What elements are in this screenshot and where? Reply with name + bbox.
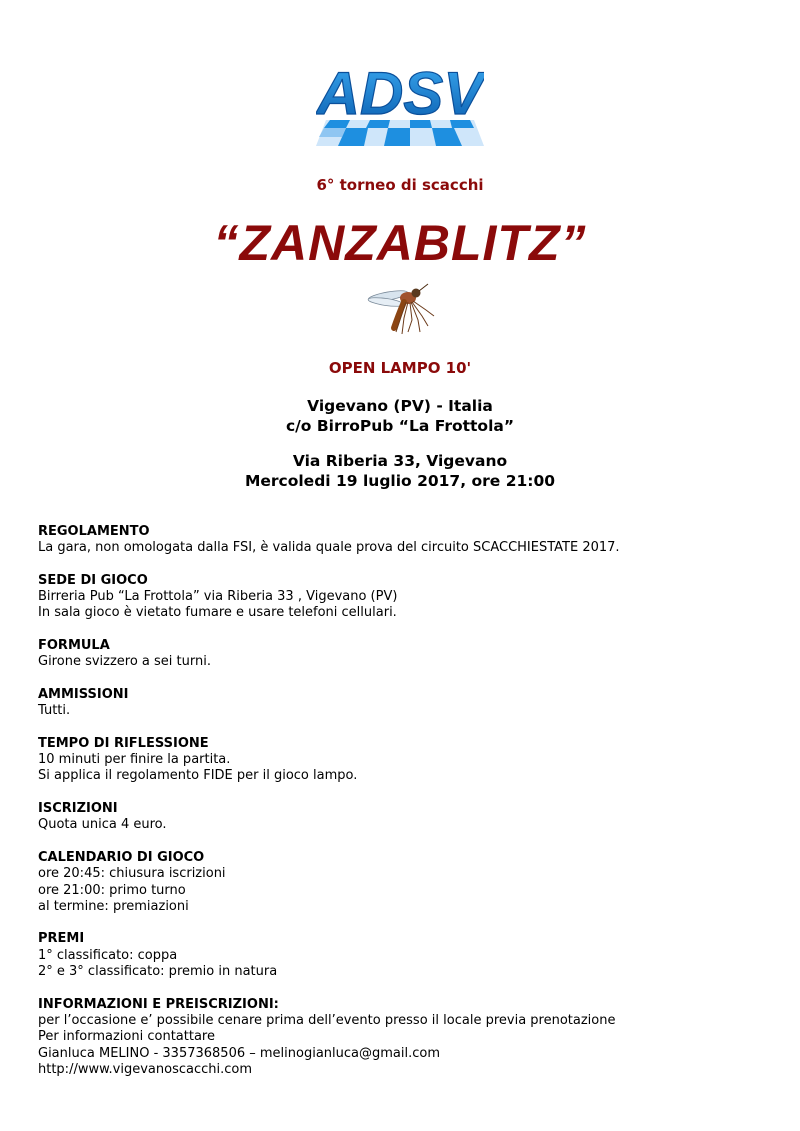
logo-text: ADSV [316,60,484,127]
section-regolamento [38,524,778,557]
section-sede [38,573,778,622]
section-heading: PREMI [38,931,85,947]
section-line: In sala gioco è vietato fumare e usare telefoni cellulari. [38,605,397,621]
section-heading: CALENDARIO DI GIOCO [38,849,205,865]
section-line: 1° classificato: coppa [38,947,178,963]
section-formula [38,638,778,671]
section-line: ore 20:45: chiusura iscrizioni [38,866,226,882]
location-line2: c/o BirroPub “La Frottola” [285,417,515,435]
address-line: Via Riberia 33, Vigevano [292,452,508,470]
section-heading: TEMPO DI RIFLESSIONE [38,735,209,751]
sections [38,524,778,1094]
date-line: Mercoledi 19 luglio 2017, ore 21:00 [244,472,556,490]
section-heading: AMMISSIONI [38,686,129,702]
section-line: 2° e 3° classificato: premio in natura [38,964,278,980]
section-iscrizioni [38,801,778,834]
contact-line[interactable]: Gianluca MELINO - 3357368506 – melinogianluca@gmail.com [38,1045,440,1061]
section-line: al termine: premiazioni [38,898,189,914]
section-line: ore 21:00: primo turno [38,882,186,898]
section-line: Girone svizzero a sei turni. [38,654,211,670]
section-heading: REGOLAMENTO [38,524,150,539]
section-heading: FORMULA [38,638,110,654]
website-link[interactable]: http://www.vigevanoscacchi.com [38,1061,252,1077]
section-calendario [38,850,778,915]
section-tempo [38,736,778,785]
section-line: Si applica il regolamento FIDE per il gioco lampo. [38,768,358,784]
section-line: 10 minuti per finire la partita. [38,752,231,768]
section-informazioni [38,997,778,1078]
location-line1: Vigevano (PV) - Italia [307,397,493,415]
open-lampo: OPEN LAMPO 10' [328,359,472,377]
section-line: Quota unica 4 euro. [38,817,167,833]
section-heading: INFORMAZIONI E PREISCRIZIONI: [38,996,279,1012]
section-heading: ISCRIZIONI [38,801,118,817]
section-heading: SEDE DI GIOCO [38,572,148,588]
adsv-logo [316,50,484,150]
mosquito-icon [364,280,436,334]
section-line: La gara, non omologata dalla FSI, è valida quale prova del circuito SCACCHIESTATE 2017. [38,540,620,556]
page-title: “ZANZABLITZ” [213,215,587,271]
date-block [0,451,800,491]
section-line: Tutti. [38,703,71,719]
section-ammissioni [38,687,778,720]
subtitle: 6° torneo di scacchi [316,176,484,194]
section-line: per l’occasione e’ possibile cenare prima dell’evento presso il locale previa prenotazione [38,1012,616,1028]
section-premi [38,931,778,980]
section-line: Per informazioni contattare [38,1029,215,1045]
location-block [0,396,800,436]
section-line: Birreria Pub “La Frottola” via Riberia 33 , Vigevano (PV) [38,589,398,605]
